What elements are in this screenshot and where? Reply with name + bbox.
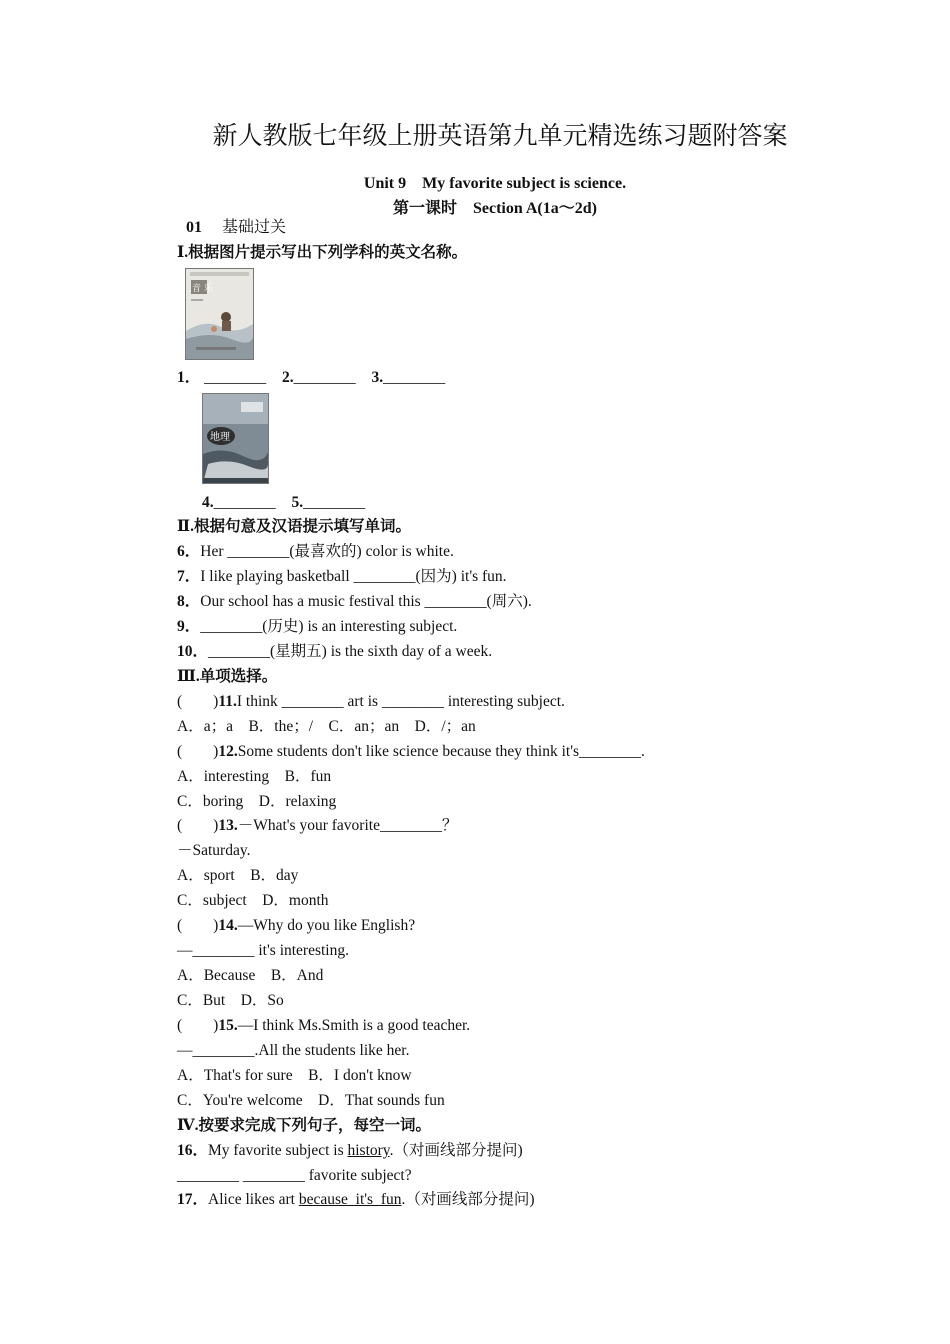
q13-text: －What's your favorite________？ [237, 817, 458, 834]
q12-options-cd: C．boring D．relaxing [177, 793, 337, 810]
q7-text: I like playing basketball ________(因为) it's fun. [200, 568, 507, 585]
question-17 [177, 1190, 535, 1210]
question-16 [177, 1141, 523, 1161]
q1-blank[interactable]: ________ [204, 369, 267, 386]
music-book-cover-image [185, 268, 254, 360]
q17-post: .（对画线部分提问) [401, 1191, 535, 1208]
q12-options-ab: A．interesting B．fun [177, 768, 332, 785]
q16-post: .（对画线部分提问) [389, 1142, 523, 1159]
q2-number: 2. [282, 369, 294, 386]
section-number: 01 [186, 219, 202, 236]
q11-text: I think ________ art is ________ interesting subject. [236, 693, 565, 710]
q15-number: 15. [218, 1017, 238, 1034]
q15-options-cd: C．You're welcome D．That sounds fun [177, 1092, 445, 1109]
question-10 [177, 642, 492, 662]
q8-number: 8． [177, 593, 201, 610]
q11-answer-paren[interactable]: ( ) [177, 693, 219, 710]
q4-number: 4. [202, 494, 214, 511]
q10-number: 10． [177, 643, 209, 660]
q5-blank[interactable]: ________ [303, 494, 366, 511]
part2-heading: Ⅱ.根据句意及汉语提示填写单词。 [177, 518, 411, 535]
part1-heading: Ⅰ.根据图片提示写出下列学科的英文名称。 [177, 244, 468, 261]
q15-answer-paren[interactable]: ( ) [177, 1017, 219, 1034]
q11-number: 11. [218, 693, 237, 710]
music-book-title: 音 乐 [192, 284, 213, 294]
answer-row-1 [177, 368, 445, 388]
q14-options-cd: C．But D．So [177, 992, 284, 1009]
section-heading [186, 218, 286, 238]
q13-answer-paren[interactable]: ( ) [177, 817, 219, 834]
lesson-title [0, 195, 950, 218]
part3-heading: Ⅲ.单项选择。 [177, 668, 278, 685]
q14-reply: —________ it's interesting. [177, 942, 349, 959]
section-label: 基础过关 [222, 219, 287, 236]
question-13 [177, 816, 457, 836]
question-11 [177, 692, 565, 712]
q12-number: 12. [218, 743, 238, 760]
q8-text: Our school has a music festival this ________(周六). [200, 593, 532, 610]
question-9 [177, 617, 457, 637]
q9-number: 9． [177, 618, 201, 635]
q15-text: —I think Ms.Smith is a good teacher. [237, 1017, 471, 1034]
q13-reply: －Saturday. [177, 842, 251, 859]
q1-number: 1． [177, 369, 201, 386]
q3-blank[interactable]: ________ [383, 369, 446, 386]
q13-number: 13. [218, 817, 238, 834]
q14-number: 14. [218, 917, 238, 934]
q17-underlined: because it's fun [298, 1191, 402, 1208]
q13-options-cd: C．subject D．month [177, 892, 329, 909]
q12-text: Some students don't like science because they think it's________. [237, 743, 645, 760]
geography-book-title: 地理 [210, 432, 230, 443]
question-14 [177, 916, 415, 936]
q17-number: 17． [177, 1191, 209, 1208]
q15-reply: —________.All the students like her. [177, 1042, 410, 1059]
geography-book-cover-image [202, 393, 269, 484]
q7-number: 7． [177, 568, 201, 585]
q17-pre: Alice likes art [208, 1191, 299, 1208]
q11-options: A．a；a B．the；/ C．an；an D．/；an [177, 718, 476, 735]
unit-title: Unit 9 My favorite subject is science. [363, 175, 627, 192]
q14-options-ab: A．Because B．And [177, 967, 324, 984]
page-title: 新人教版七年级上册英语第九单元精选练习题附答案 [212, 121, 788, 150]
q9-text: ________(历史) is an interesting subject. [200, 618, 458, 635]
q13-options-ab: A．sport B．day [177, 867, 299, 884]
q16-number: 16． [177, 1142, 209, 1159]
q14-answer-paren[interactable]: ( ) [177, 917, 219, 934]
q2-blank[interactable]: ________ [293, 369, 356, 386]
q16-answer-line[interactable]: ________ ________ favorite subject? [177, 1167, 412, 1184]
q3-number: 3. [371, 369, 384, 386]
q16-pre: My favorite subject is [208, 1142, 348, 1159]
question-6 [177, 542, 454, 562]
lesson-title-text: 第一课时 Section A(1a～2d) [392, 200, 597, 217]
answer-row-2 [202, 493, 365, 513]
q10-text: ________(星期五) is the sixth day of a week. [208, 643, 493, 660]
q16-underlined: history [347, 1142, 390, 1159]
q6-text: Her ________(最喜欢的) color is white. [200, 543, 454, 560]
q14-text: —Why do you like English? [237, 917, 416, 934]
q15-options-ab: A．That's for sure B．I don't know [177, 1067, 412, 1084]
q6-number: 6． [177, 543, 201, 560]
q4-blank[interactable]: ________ [213, 494, 276, 511]
part4-heading: Ⅳ.按要求完成下列句子，每空一词。 [177, 1117, 431, 1134]
question-8 [177, 592, 532, 612]
question-7 [177, 567, 507, 587]
question-15 [177, 1016, 470, 1036]
q12-answer-paren[interactable]: ( ) [177, 743, 219, 760]
question-12 [177, 742, 645, 762]
q5-number: 5. [291, 494, 304, 511]
